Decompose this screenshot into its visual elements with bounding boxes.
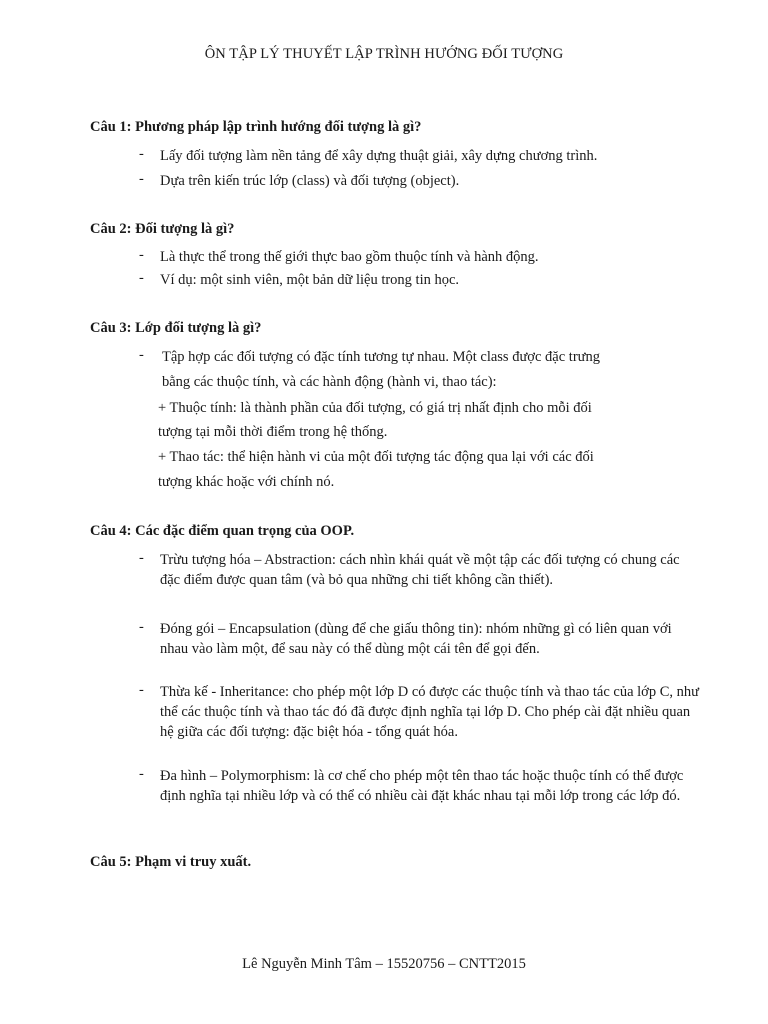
sub-item-line: tượng tại mỗi thời điểm trong hệ thống. (158, 424, 388, 440)
list-item: Lấy đối tượng làm nền tảng để xây dựng thuật giải, xây dựng chương trình. (160, 148, 598, 164)
sub-item-line: tượng khác hoặc với chính nó. (158, 474, 335, 490)
question-2-heading: Câu 2: Đối tượng là gì? (90, 221, 235, 237)
list-item: Đóng gói – Encapsulation (dùng để che giấu thông tin): nhóm những gì có liên quan với nhau vào làm một, để sau này có thể dùng một cái tên để gọi đến. (160, 621, 672, 657)
list-item: Ví dụ: một sinh viên, một bản dữ liệu trong tin học. (160, 272, 460, 288)
list-item: Là thực thể trong thế giới thực bao gồm thuộc tính và hành động. (160, 249, 539, 265)
page-footer: Lê Nguyễn Minh Tâm – 15520756 – CNTT2015 (242, 956, 526, 972)
bullet-dash: - (139, 619, 144, 635)
list-item-line: bằng các thuộc tính, và các hành động (hành vi, thao tác): (162, 374, 497, 390)
question-1-heading: Câu 1: Phương pháp lập trình hướng đối tượng là gì? (90, 119, 422, 135)
list-item: Dựa trên kiến trúc lớp (class) và đối tượng (object). (160, 173, 460, 189)
list-item: Trừu tượng hóa – Abstraction: cách nhìn khái quát về một tập các đối tượng có chung các đặc điểm được quan tâm (và bỏ qua những chi tiết không cần thiết). (160, 552, 680, 588)
bullet-dash: - (139, 550, 144, 566)
sub-item-line: + Thuộc tính: là thành phần của đối tượng, có giá trị nhất định cho mỗi đối (158, 400, 592, 416)
bullet-dash: - (139, 146, 144, 162)
bullet-dash: - (139, 766, 144, 782)
page-title: ÔN TẬP LÝ THUYẾT LẬP TRÌNH HƯỚNG ĐỐI TƯỢNG (204, 46, 564, 62)
question-3-heading: Câu 3: Lớp đối tượng là gì? (90, 320, 262, 336)
bullet-dash: - (139, 347, 144, 363)
list-item-line: Tập hợp các đối tượng có đặc tính tương tự nhau. Một class được đặc trưng (162, 349, 601, 365)
question-5-heading: Câu 5: Phạm vi truy xuất. (90, 854, 252, 870)
sub-item-line: + Thao tác: thể hiện hành vi của một đối tượng tác động qua lại với các đối (158, 449, 594, 465)
question-4-heading: Câu 4: Các đặc điểm quan trọng của OOP. (90, 523, 355, 539)
list-item: Đa hình – Polymorphism: là cơ chế cho phép một tên thao tác hoặc thuộc tính có thể được định nghĩa tại nhiều lớp và có thể có nhiều cài đặt khác nhau tại mỗi lớp trong các lớp đó. (160, 768, 684, 804)
bullet-dash: - (139, 682, 144, 698)
bullet-dash: - (139, 171, 144, 187)
bullet-dash: - (139, 247, 144, 263)
bullet-dash: - (139, 270, 144, 286)
list-item: Thừa kế - Inheritance: cho phép một lớp D có được các thuộc tính và thao tác của lớp C, như thể các thuộc tính và thao tác đó đã được định nghĩa tại lớp D. Cho phép cài đặt nhiều quan hệ giữa các đối tượng: đặc biệt hóa - tổng quát hóa. (160, 684, 699, 740)
